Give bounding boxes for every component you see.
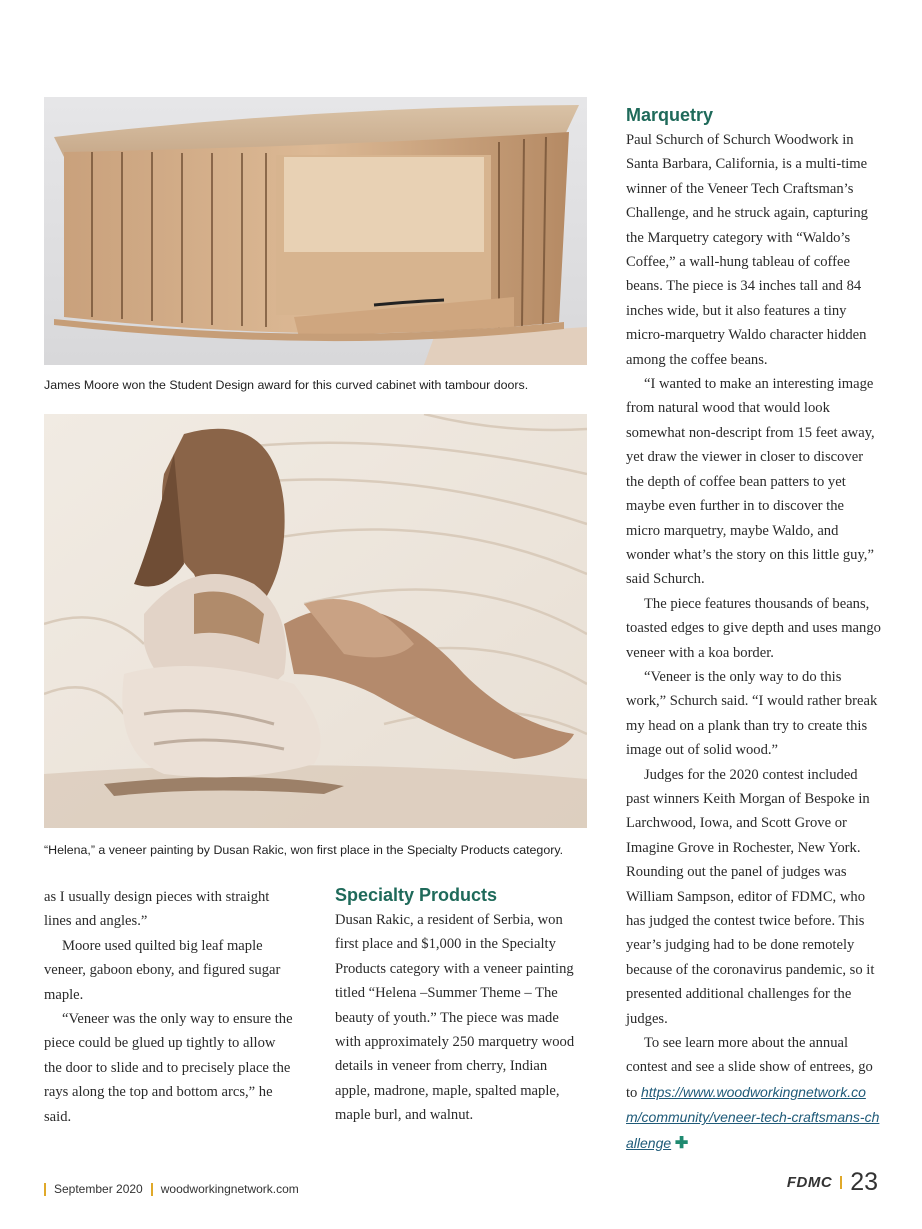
helena-caption: “Helena,” a veneer painting by Dusan Rakic, won first place in the Specialty Products category.: [44, 843, 564, 857]
left-paragraph-2: Moore used quilted big leaf maple veneer, gaboon ebony, and figured sugar maple.: [44, 937, 281, 1003]
footer-divider: [151, 1183, 153, 1196]
right-column: [626, 103, 881, 1156]
right-paragraph-3: The piece features thousands of beans, toasted edges to give depth and uses mango veneer with a koa border.: [626, 595, 881, 661]
footer-divider: [44, 1183, 46, 1196]
cabinet-photo: [44, 97, 587, 365]
footer-divider: [840, 1176, 842, 1189]
footer-date: September 2020: [54, 1182, 143, 1196]
left-column: [44, 885, 296, 1129]
cabinet-caption: James Moore won the Student Design award for this curved cabinet with tambour doors.: [44, 378, 529, 392]
right-paragraph-6: [626, 1031, 881, 1156]
footer: [44, 1182, 299, 1196]
right-paragraph-1: Paul Schurch of Schurch Woodwork in Santa Barbara, California, is a multi-time winner of the Veneer Tech Craftsman’s Challenge, and he struck again, capturing the Marquetry category with “Waldo’s Coffee,” a wall-hung tableau of coffee beans. The piece is 34 inches tall and 84 inches wide, but it also features a tiny micro-marquetry Waldo character hidden among the coffee beans.: [626, 132, 868, 368]
middle-paragraph-1: Dusan Rakic, a resident of Serbia, won first place and $1,000 in the Specialty Products category with a veneer painting titled “Helena –Summer Theme – The beauty of youth.” The piece was made with approximately 250 marquetry wood details in veneer from cherry, Indian apple, madrone, maple, spalted maple, maple burl, and walnut.: [335, 912, 575, 1124]
specialty-products-heading: Specialty Products: [335, 885, 498, 905]
right-paragraph-6-text: To see learn more about the annual contest and see a slide show of entrees, go to: [626, 1035, 873, 1101]
fdmc-logo: FDMC: [786, 1174, 833, 1191]
middle-column: [335, 883, 582, 1128]
left-paragraph-1: as I usually design pieces with straight lines and angles.”: [44, 889, 270, 930]
marquetry-heading: Marquetry: [626, 105, 714, 125]
challenge-link[interactable]: https://www.woodworkingnetwork.com/community/veneer-tech-craftsmans-challenge: [626, 1083, 880, 1151]
footer-site[interactable]: woodworkingnetwork.com: [160, 1182, 299, 1196]
right-paragraph-2: “I wanted to make an interesting image from natural wood that would look somewhat non-descript from 15 feet away, yet draw the viewer in closer to discover the depth of coffee bean patters to yet maybe even further in to discover the micro marquetry, maybe Waldo, and wonder what’s the story on this little guy,” said Schurch.: [626, 376, 875, 588]
end-mark-icon: ✚: [674, 1134, 689, 1152]
page-marker: [787, 1168, 878, 1197]
right-paragraph-4: “Veneer is the only way to do this work,” Schurch said. “I would rather break my head on a plank than try to create this image out of solid wood.”: [626, 668, 878, 759]
right-paragraph-5: Judges for the 2020 contest included past winners Keith Morgan of Bespoke in Larchwood, Iowa, and Scott Grove or Imagine Grove in Rochester, New York. Rounding out the panel of judges was William Sampson, editor of FDMC, who has judged the contest twice before. This year’s judging had to be done remotely because of the coronavirus pandemic, so it presented additional challenges for the judges.: [626, 766, 875, 1027]
left-paragraph-3: “Veneer was the only way to ensure the piece could be glued up tightly to allow the door to slide and to precisely place the rays along the top and bottom arcs,” he said.: [44, 1011, 293, 1125]
helena-photo: [44, 414, 587, 828]
page-number: 23: [850, 1168, 878, 1196]
